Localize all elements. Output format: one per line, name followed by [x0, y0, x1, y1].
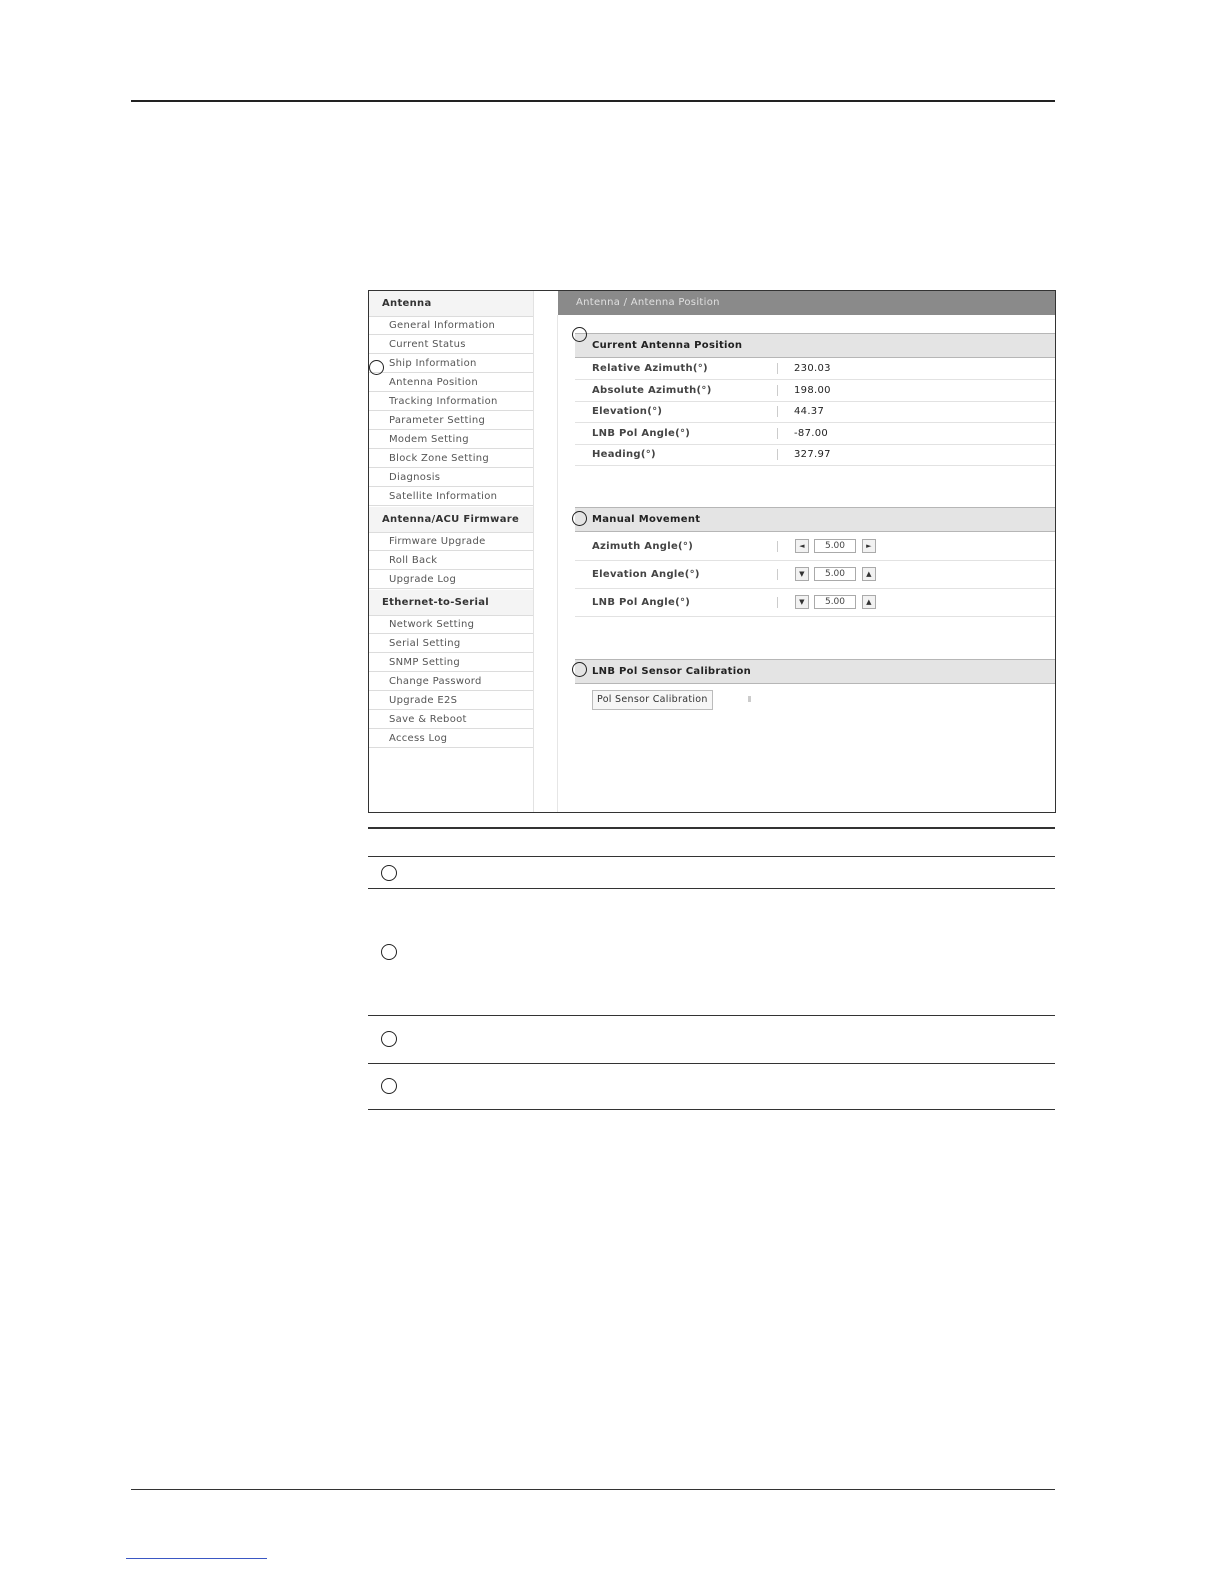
- row-separator: [777, 428, 778, 439]
- lnb-pol-decrease-button[interactable]: ▼: [795, 595, 809, 609]
- row-elevation: [575, 401, 1055, 423]
- azimuth-step-input[interactable]: [814, 539, 856, 553]
- sidebar-group-firmware: Antenna/ACU Firmware: [369, 507, 533, 533]
- sidebar-filler: [369, 749, 533, 813]
- row-separator: [777, 406, 778, 417]
- sidebar-item-save-reboot[interactable]: Save & Reboot: [369, 711, 533, 729]
- row-heading: [575, 444, 1055, 466]
- breadcrumb: Antenna / Antenna Position: [558, 291, 1055, 315]
- elevation-increase-button[interactable]: ▲: [862, 567, 876, 581]
- table-rule: [368, 1015, 1055, 1016]
- row-separator: [777, 569, 778, 580]
- azimuth-increase-button[interactable]: ►: [862, 539, 876, 553]
- page-bottom-rule: [131, 1489, 1055, 1490]
- row-elevation-angle: [575, 561, 1055, 589]
- table-rule: [368, 856, 1055, 857]
- row-value: -87.00: [794, 428, 829, 439]
- main-divider: [557, 315, 558, 812]
- table-callout-marker: [381, 1031, 397, 1047]
- callout-marker-sidebar: [369, 360, 384, 375]
- row-label: Relative Azimuth(°): [592, 363, 708, 374]
- sidebar-item-change-password[interactable]: Change Password: [369, 673, 533, 691]
- row-absolute-azimuth: [575, 380, 1055, 402]
- row-label: LNB Pol Angle(°): [592, 597, 691, 608]
- row-value: 327.97: [794, 449, 831, 460]
- sidebar-item-satellite-information[interactable]: Satellite Information: [369, 488, 533, 506]
- sidebar-item-ship-information[interactable]: Ship Information: [369, 355, 533, 373]
- row-label: Heading(°): [592, 449, 656, 460]
- table-callout-marker: [381, 865, 397, 881]
- row-label: Absolute Azimuth(°): [592, 385, 712, 396]
- sidebar-item-upgrade-e2s[interactable]: Upgrade E2S: [369, 692, 533, 710]
- table-bottom-rule: [368, 1109, 1055, 1110]
- sidebar-item-modem-setting[interactable]: Modem Setting: [369, 431, 533, 449]
- pol-sensor-calibration-button[interactable]: Pol Sensor Calibration: [592, 690, 713, 710]
- row-separator: [777, 541, 778, 552]
- row-label: Azimuth Angle(°): [592, 541, 694, 552]
- table-callout-marker: [381, 1078, 397, 1094]
- page-top-rule: [131, 100, 1055, 102]
- sidebar-item-diagnosis[interactable]: Diagnosis: [369, 469, 533, 487]
- sidebar-item-antenna-position[interactable]: Antenna Position: [369, 374, 533, 392]
- sidebar-item-block-zone-setting[interactable]: Block Zone Setting: [369, 450, 533, 468]
- elevation-decrease-button[interactable]: ▼: [795, 567, 809, 581]
- row-value: 44.37: [794, 406, 825, 417]
- row-lnb-pol-angle: [575, 423, 1055, 445]
- table-callout-marker: [381, 944, 397, 960]
- calibration-status-indicator: [748, 696, 751, 702]
- elevation-step-input[interactable]: [814, 567, 856, 581]
- section-lnb-pol-sensor-calibration: LNB Pol Sensor Calibration: [575, 659, 1055, 684]
- row-separator: [777, 449, 778, 460]
- row-label: Elevation(°): [592, 406, 663, 417]
- sidebar-item-upgrade-log[interactable]: Upgrade Log: [369, 571, 533, 589]
- footer-link-underline[interactable]: [126, 1558, 267, 1559]
- sidebar-group-antenna: Antenna: [369, 291, 533, 317]
- sidebar-item-snmp-setting[interactable]: SNMP Setting: [369, 654, 533, 672]
- antenna-position-screenshot: [368, 290, 1056, 813]
- callout-marker-manual-movement: [572, 511, 587, 526]
- row-separator: [777, 597, 778, 608]
- row-azimuth-angle: [575, 533, 1055, 561]
- azimuth-decrease-button[interactable]: ◄: [795, 539, 809, 553]
- callout-marker-current-position: [572, 327, 587, 342]
- sidebar-group-ethernet-to-serial: Ethernet-to-Serial: [369, 590, 533, 616]
- row-label: LNB Pol Angle(°): [592, 428, 691, 439]
- callout-marker-calibration: [572, 662, 587, 677]
- sidebar-item-general-information[interactable]: General Information: [369, 317, 533, 335]
- section-manual-movement: Manual Movement: [575, 507, 1055, 532]
- sidebar-item-parameter-setting[interactable]: Parameter Setting: [369, 412, 533, 430]
- table-rule: [368, 1063, 1055, 1064]
- main-panel: [558, 291, 1055, 812]
- row-label: Elevation Angle(°): [592, 569, 700, 580]
- section-current-antenna-position: Current Antenna Position: [575, 333, 1055, 358]
- sidebar-item-tracking-information[interactable]: Tracking Information: [369, 393, 533, 411]
- row-separator: [777, 385, 778, 396]
- sidebar-item-roll-back[interactable]: Roll Back: [369, 552, 533, 570]
- table-top-rule: [368, 827, 1055, 829]
- row-lnb-pol-angle-manual: [575, 589, 1055, 617]
- lnb-pol-step-input[interactable]: [814, 595, 856, 609]
- sidebar-item-serial-setting[interactable]: Serial Setting: [369, 635, 533, 653]
- lnb-pol-increase-button[interactable]: ▲: [862, 595, 876, 609]
- sidebar: [369, 291, 534, 812]
- sidebar-item-network-setting[interactable]: Network Setting: [369, 616, 533, 634]
- sidebar-item-firmware-upgrade[interactable]: Firmware Upgrade: [369, 533, 533, 551]
- sidebar-item-current-status[interactable]: Current Status: [369, 336, 533, 354]
- row-separator: [777, 363, 778, 374]
- row-relative-azimuth: [575, 358, 1055, 380]
- row-value: 230.03: [794, 363, 831, 374]
- table-rule: [368, 888, 1055, 889]
- sidebar-item-access-log[interactable]: Access Log: [369, 730, 533, 748]
- row-value: 198.00: [794, 385, 831, 396]
